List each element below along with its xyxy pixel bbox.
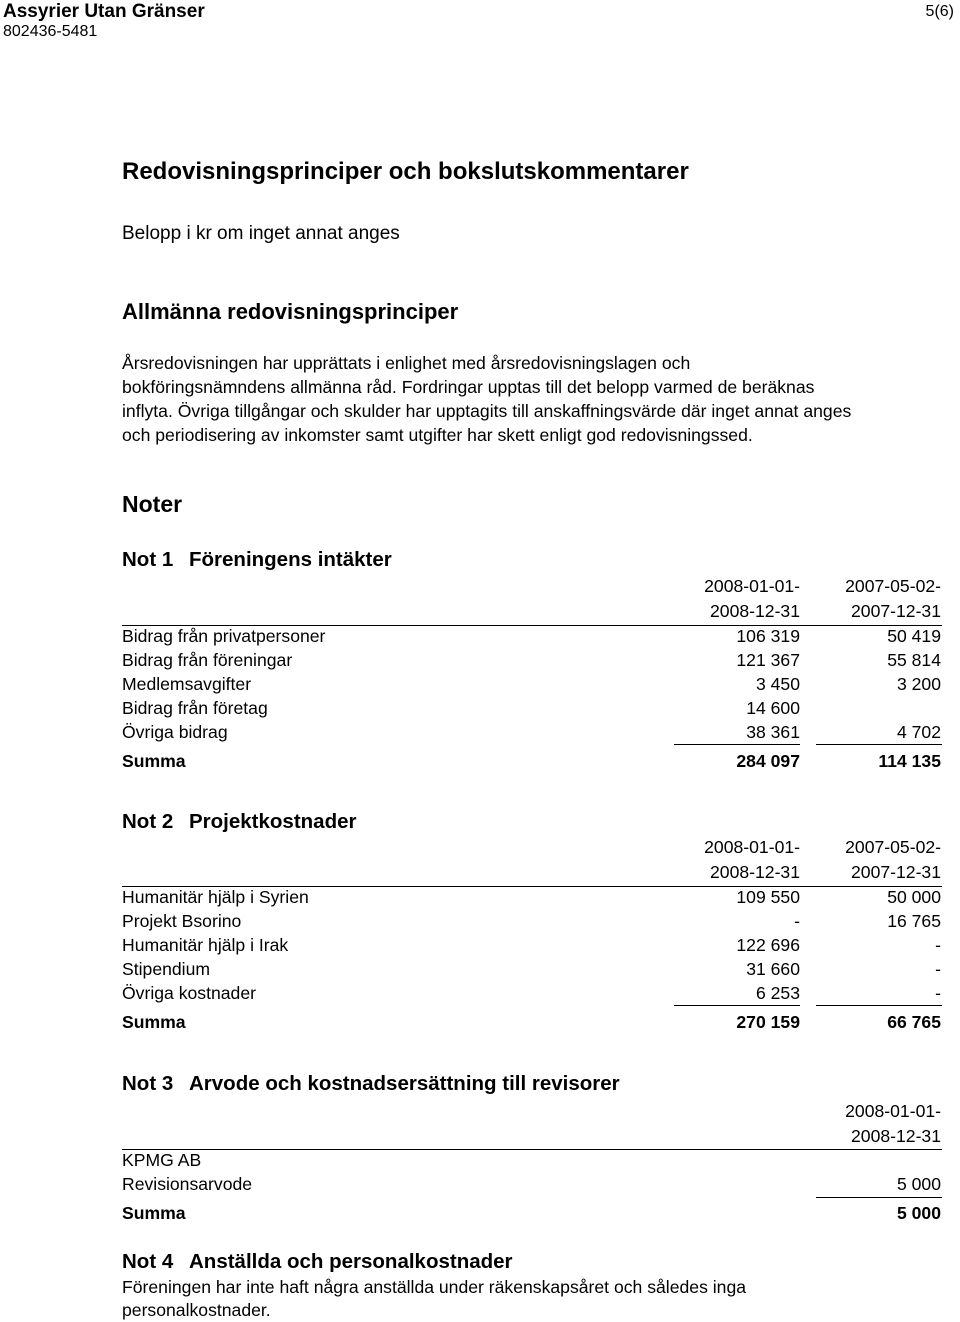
table-row	[122, 624, 942, 648]
row-label: Övriga kostnader	[122, 983, 256, 1003]
value-2007: 50 000	[887, 887, 941, 907]
value-2008: 3 450	[755, 674, 800, 694]
value-2008: 109 550	[736, 887, 800, 907]
table-row	[122, 933, 942, 957]
paragraph-line: bokföringsnämndens allmänna råd. Fordringar upptas till det belopp varmed de beräknas	[122, 377, 815, 397]
note-title: Projektkostnader	[189, 810, 357, 833]
value-2007: 50 419	[887, 626, 941, 646]
sum-label: Summa	[122, 751, 186, 771]
value-2007: -	[935, 959, 941, 979]
row-label: Humanitär hjälp i Irak	[122, 935, 289, 955]
table-row	[122, 909, 942, 933]
column-header-2007	[845, 835, 941, 885]
value-2007: -	[935, 983, 941, 1003]
note-1-heading	[122, 548, 392, 572]
paragraph-line: och periodisering av inkomster samt utgifter har skett enligt god redovisningssed.	[122, 425, 753, 445]
row-label: Bidrag från privatpersoner	[122, 626, 326, 646]
sum-rule	[816, 1005, 942, 1006]
sum-row	[122, 1010, 942, 1034]
row-label: Stipendium	[122, 959, 211, 979]
sum-rule	[816, 744, 942, 745]
paragraph-line: inflyta. Övriga tillgångar och skulder har upptagits till anskaffningsvärde där inget annat anges	[122, 401, 852, 421]
value-2008: 31 660	[746, 959, 800, 979]
sum-row	[122, 1201, 942, 1225]
value-2008: 6 253	[755, 983, 800, 1003]
table-row	[122, 885, 942, 909]
value-2008: -	[794, 911, 800, 931]
table-row	[122, 696, 942, 720]
page-number: 5(6)	[925, 3, 954, 20]
organization-number: 802436-5481	[3, 23, 98, 40]
amount-unit-note: Belopp i kr om inget annat anges	[122, 223, 400, 244]
row-label: Bidrag från föreningar	[122, 650, 293, 670]
value-2007: 3 200	[896, 674, 941, 694]
column-header-line: 2007-12-31	[851, 601, 941, 621]
note-number: Not 4	[122, 1250, 174, 1273]
page-title: Redovisningsprinciper och bokslutskommentarer	[122, 158, 689, 185]
row-label: Projekt Bsorino	[122, 911, 242, 931]
row-label: Övriga bidrag	[122, 722, 228, 742]
column-header-line: 2008-12-31	[710, 862, 800, 882]
column-header-line: 2008-12-31	[851, 1126, 941, 1146]
value-2008: 122 696	[736, 935, 800, 955]
sum-value-2008: 5 000	[896, 1203, 941, 1223]
column-header-2008	[704, 835, 800, 885]
sum-rule	[674, 1005, 800, 1006]
sum-value-2008: 270 159	[736, 1012, 800, 1032]
row-label: Bidrag från företag	[122, 698, 268, 718]
row-label: Revisionsarvode	[122, 1174, 253, 1194]
value-2007: -	[935, 935, 941, 955]
notes-heading: Noter	[122, 491, 183, 517]
value-2008: 38 361	[746, 722, 800, 742]
paragraph-line: Föreningen har inte haft några anställda under räkenskapsåret och således inga	[122, 1277, 747, 1297]
note-number: Not 3	[122, 1072, 174, 1095]
row-label: Humanitär hjälp i Syrien	[122, 887, 309, 907]
column-header-2008	[704, 574, 800, 624]
column-header-line: 2008-01-01-	[704, 576, 800, 596]
sum-label: Summa	[122, 1012, 186, 1032]
value-2007: 4 702	[896, 722, 941, 742]
note-4-text	[122, 1276, 882, 1322]
organization-name: Assyrier Utan Gränser	[3, 1, 205, 22]
general-principles-heading: Allmänna redovisningsprinciper	[122, 299, 459, 324]
sum-value-2007: 114 135	[878, 751, 941, 771]
value-2008: 121 367	[736, 650, 800, 670]
sum-value-2007: 66 765	[887, 1012, 941, 1032]
paragraph-line: personalkostnader.	[122, 1300, 271, 1320]
table-row	[122, 957, 942, 981]
general-principles-text	[122, 351, 958, 447]
table-row	[122, 981, 942, 1005]
sum-row	[122, 749, 942, 773]
column-header-line: 2008-12-31	[710, 601, 800, 621]
note-title: Anställda och personalkostnader	[189, 1250, 513, 1273]
row-label: Medlemsavgifter	[122, 674, 252, 694]
table-row	[122, 672, 942, 696]
column-header-line: 2008-01-01-	[704, 837, 800, 857]
value-2007: 55 814	[887, 650, 941, 670]
table-row	[122, 648, 942, 672]
sum-rule	[674, 744, 800, 745]
column-header-line: 2008-01-01-	[845, 1101, 941, 1121]
value-2007: 16 765	[887, 911, 941, 931]
note-2-heading	[122, 810, 356, 834]
note-title: Föreningens intäkter	[189, 548, 392, 571]
column-header-line: 2007-12-31	[851, 862, 941, 882]
value-2008: 106 319	[736, 626, 800, 646]
table-row	[122, 720, 942, 744]
value-2008: 14 600	[746, 698, 800, 718]
column-header-line: 2007-05-02-	[845, 576, 941, 596]
note-4-heading	[122, 1250, 513, 1274]
paragraph-line: Årsredovisningen har upprättats i enlighet med årsredovisningslagen och	[122, 353, 691, 373]
table-row	[122, 1148, 942, 1172]
value-2008: 5 000	[896, 1174, 941, 1194]
note-number: Not 1	[122, 548, 174, 571]
column-header-2008	[845, 1099, 941, 1149]
table-row	[122, 1172, 942, 1196]
note-number: Not 2	[122, 810, 174, 833]
column-header-line: 2007-05-02-	[845, 837, 941, 857]
sum-value-2008: 284 097	[736, 751, 800, 771]
row-label: KPMG AB	[122, 1150, 202, 1170]
column-header-2007	[845, 574, 941, 624]
sum-label: Summa	[122, 1203, 186, 1223]
sum-rule	[816, 1197, 942, 1198]
note-title: Arvode och kostnadsersättning till revisorer	[189, 1072, 620, 1095]
note-3-heading	[122, 1072, 620, 1096]
